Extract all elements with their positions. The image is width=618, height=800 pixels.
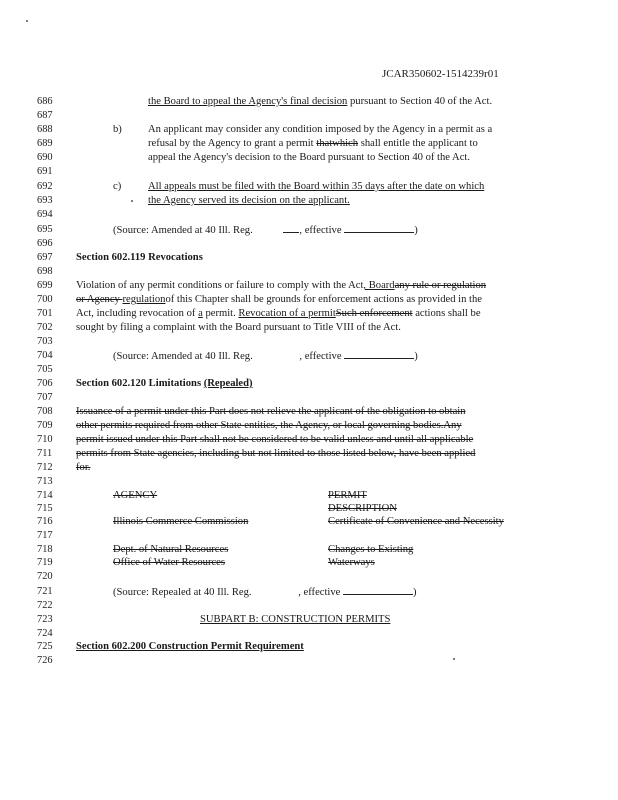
- line-number: 692: [37, 181, 53, 192]
- source-note-3: [113, 586, 417, 599]
- line-number: 690: [37, 152, 53, 163]
- line-686: [148, 96, 492, 108]
- line-number: 697: [37, 252, 53, 263]
- text-segment: from State agencies, including but: [107, 448, 259, 459]
- text-segment: final decision: [289, 96, 348, 107]
- line-number: 707: [37, 392, 53, 403]
- line-number: 706: [37, 378, 53, 389]
- line-number: 719: [37, 557, 53, 568]
- inserted-text: regulation: [122, 294, 166, 305]
- inserted-text: the Agency served its decision on the applicant.: [148, 195, 350, 206]
- text-segment: actions shall be: [412, 308, 481, 319]
- list-label-c: c): [113, 181, 122, 192]
- inserted-text: All appeals must be filed with the Board within 35 days after the date: [148, 181, 443, 192]
- deleted-text: Any: [443, 420, 462, 431]
- line-number: 705: [37, 364, 53, 375]
- line-709: [76, 420, 462, 432]
- deleted-text: permits: [76, 448, 108, 459]
- text-segment: other: [193, 420, 221, 431]
- scan-speck: [26, 20, 28, 22]
- text-segment: ): [414, 351, 418, 362]
- line-number: 695: [37, 224, 53, 235]
- line-number: 717: [37, 530, 53, 541]
- text-segment: , effective: [299, 351, 345, 362]
- text-segment: Act, including revocation of: [76, 308, 199, 319]
- text-segment: of this Chapter shall be grounds for enforcement actions as provided in the: [165, 294, 482, 305]
- line-number: 716: [37, 516, 53, 527]
- line-699: [76, 280, 486, 292]
- line-number: 704: [37, 350, 53, 361]
- source-note-1: [113, 224, 418, 237]
- deleted-text: or Agency: [76, 294, 123, 305]
- line-number: 726: [37, 655, 53, 666]
- deleted-text: State: [220, 420, 242, 431]
- line-number: 703: [37, 336, 53, 347]
- inserted-text: on which: [442, 181, 485, 192]
- line-number: 691: [37, 166, 53, 177]
- line-number: 688: [37, 124, 53, 135]
- table-row3-description: Waterways: [328, 557, 375, 568]
- line-number: 710: [37, 434, 53, 445]
- table-row2-agency: [113, 544, 228, 556]
- deleted-text: permit issued: [76, 434, 133, 445]
- subpart-heading: SUBPART B: CONSTRUCTION PERMITS: [200, 614, 391, 625]
- text-segment: and until all applicable: [373, 434, 474, 445]
- text-segment: ): [414, 225, 418, 236]
- line-number: 725: [37, 641, 53, 652]
- line-number: 693: [37, 195, 53, 206]
- line-number: 694: [37, 209, 53, 220]
- line-number: 718: [37, 544, 53, 555]
- deleted-text: not limited to those listed below: [258, 448, 394, 459]
- line-712: [76, 462, 90, 474]
- text-segment: (Source: Amended at 40 Ill. Reg.: [113, 351, 256, 362]
- deleted-text: not be considered to be valid unless: [222, 434, 374, 445]
- text-segment: Dept. of: [113, 544, 151, 555]
- section-602-120-title: [76, 378, 253, 390]
- text-segment: Office of Water: [113, 557, 182, 568]
- deleted-text: Such enforcement: [335, 308, 413, 319]
- section-602-119-title: Section 602.119 Revocations: [76, 252, 203, 263]
- deleted-text: Issuance: [76, 406, 113, 417]
- blank-line: [283, 224, 299, 233]
- text-segment: , have been applied: [393, 448, 476, 459]
- line-number: 709: [37, 420, 53, 431]
- blank-line: [343, 586, 413, 595]
- text-segment: Section 602.120 Limitations: [76, 378, 204, 389]
- text-segment: permit.: [202, 308, 239, 319]
- inserted-text: Revocation of a permit: [238, 308, 336, 319]
- deleted-text: any rule or regulation: [394, 280, 487, 291]
- line-number: 724: [37, 628, 53, 639]
- table-header-description: DESCRIPTION: [328, 503, 397, 514]
- table-header-agency: AGENCY: [113, 490, 158, 501]
- text-segment: of a permit under this: [112, 406, 209, 417]
- line-700: [76, 294, 482, 306]
- text-segment: Violation of any permit conditions or failure to comply with the Act: [76, 280, 364, 291]
- line-number: 722: [37, 600, 53, 611]
- text-segment: (Source: Amended at 40 Ill. Reg.: [113, 225, 256, 236]
- line-number: 701: [37, 308, 53, 319]
- line-number: 689: [37, 138, 53, 149]
- table-header-permit: PERMIT: [328, 490, 367, 501]
- line-number: 686: [37, 96, 53, 107]
- inserted-text: a: [198, 308, 203, 319]
- deleted-text: to obtain: [428, 406, 466, 417]
- table-row3-agency: [113, 557, 225, 569]
- line-711: [76, 448, 475, 460]
- scan-speck: [131, 200, 133, 202]
- line-number: 699: [37, 280, 53, 291]
- line-number: 713: [37, 476, 53, 487]
- line-701: [76, 308, 481, 320]
- list-label-b: b): [113, 124, 122, 135]
- line-number: 712: [37, 462, 53, 473]
- text-segment: ): [413, 587, 417, 598]
- text-segment: refusal by the Agency to grant a permit: [148, 138, 317, 149]
- line-688: An applicant may consider any condition imposed by the Agency in a permit as a: [148, 124, 493, 135]
- line-710: [76, 434, 473, 446]
- deleted-text: Resources: [181, 557, 226, 568]
- text-segment: the Board to appeal the Agency's: [148, 96, 290, 107]
- inserted-text: , Board: [363, 280, 395, 291]
- line-number: 721: [37, 586, 53, 597]
- scan-speck: [453, 658, 455, 660]
- deleted-text: entities, the Agency, or local governing bodies.: [244, 420, 444, 431]
- line-number: 723: [37, 614, 53, 625]
- table-row1-description: Certificate of Convenience and Necessity: [328, 516, 504, 527]
- text-segment: under this Part shall: [132, 434, 223, 445]
- line-number: 720: [37, 571, 53, 582]
- deleted-text: thatwhich: [316, 138, 359, 149]
- deleted-text: Natural Resources: [150, 544, 229, 555]
- line-number: 698: [37, 266, 53, 277]
- line-number: 702: [37, 322, 53, 333]
- line-692: [148, 181, 484, 193]
- line-number: 687: [37, 110, 53, 121]
- line-number: 700: [37, 294, 53, 305]
- line-693: [148, 195, 350, 207]
- line-690: appeal the Agency's decision to the Board pursuant to Section 40 of the Act.: [148, 152, 471, 163]
- line-number: 711: [37, 448, 53, 459]
- line-number: 708: [37, 406, 53, 417]
- document-id: JCAR350602-1514239r01: [382, 68, 499, 80]
- section-602-200-title: Section 602.200 Construction Permit Requirement: [76, 641, 304, 652]
- line-689: [148, 138, 478, 150]
- deleted-text: other permits required from: [76, 420, 194, 431]
- text-segment: , effective: [298, 587, 344, 598]
- text-segment: shall entitle the applicant to: [358, 138, 478, 149]
- line-708: [76, 406, 466, 418]
- deleted-text: Part does not relieve the applicant: [208, 406, 353, 417]
- blank-line: [344, 350, 414, 359]
- table-row1-agency: Illinois Commerce Commission: [113, 516, 249, 527]
- line-number: 714: [37, 490, 53, 501]
- line-number: 696: [37, 238, 53, 249]
- text-segment: (Source: Repealed at 40 Ill. Reg.: [113, 587, 255, 598]
- text-segment: of the obligation: [352, 406, 429, 417]
- line-702: sought by filing a complaint with the Board pursuant to Title VIII of the Act.: [76, 322, 401, 333]
- text-segment: , effective: [299, 225, 345, 236]
- table-row2-description: Changes to Existing: [328, 544, 414, 555]
- line-number: 715: [37, 503, 53, 514]
- blank-line: [344, 224, 414, 233]
- inserted-text: (Repealed): [203, 378, 253, 389]
- text-segment: pursuant to Section 40 of the Act.: [347, 96, 493, 107]
- deleted-text: for.: [76, 462, 91, 473]
- source-note-2: [113, 350, 418, 363]
